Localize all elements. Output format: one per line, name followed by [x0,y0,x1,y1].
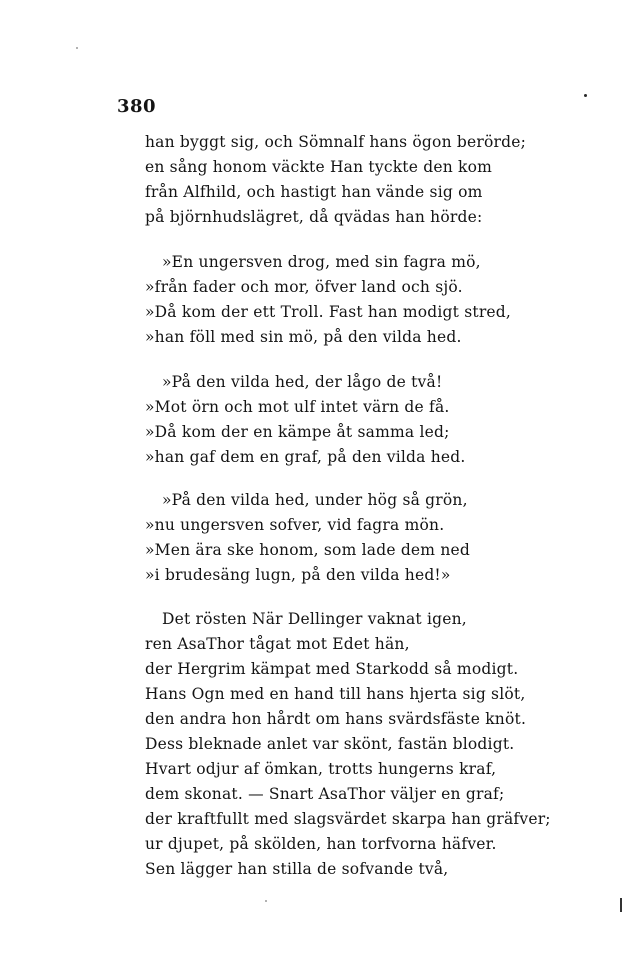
poem-line: »Då kom der ett Troll. Fast han modigt stred, [145,303,512,321]
poem-line: »På den vilda hed, under hög så grön, [162,491,468,509]
poem-line: »han föll med sin mö, på den vilda hed. [145,328,462,346]
poem-line: en sång honom väckte Han tyckte den kom [145,158,493,176]
page-edge-mark [620,898,622,912]
poem-line: Sen lägger han stilla de sofvande två, [145,860,449,878]
poem-line: »En ungersven drog, med sin fagra mö, [162,253,481,271]
poem-line: »nu ungersven sofver, vid fagra mön. [145,516,445,534]
poem-line: från Alfhild, och hastigt han vände sig om [145,183,483,201]
poem-line: ur djupet, på skölden, han torfvorna häfver. [145,835,497,853]
poem-line: Det rösten När Dellinger vaknat igen, [162,610,467,628]
poem-line: ren AsaThor tågat mot Edet hän, [145,635,410,653]
poem-line: Dess bleknade anlet var skönt, fastän blodigt. [145,735,515,753]
poem-line: på björnhudslägret, då qvädas han hörde: [145,208,483,226]
poem-line: Hvart odjur af ömkan, trotts hungerns kraf, [145,760,497,778]
page-number: 380 [117,96,157,117]
scan-speck [584,94,587,97]
poem-line: »Då kom der en kämpe åt samma led; [145,423,450,441]
poem-line: der Hergrim kämpat med Starkodd så modigt. [145,660,519,678]
poem-line: der kraftfullt med slagsvärdet skarpa han gräfver; [145,810,551,828]
poem-line: han byggt sig, och Sömnalf hans ögon berörde; [145,133,527,151]
poem-line: den andra hon hårdt om hans svärdsfäste knöt. [145,710,527,728]
poem-line: »från fader och mor, öfver land och sjö. [145,278,463,296]
poem-line: »i brudesäng lugn, på den vilda hed!» [145,566,451,584]
poem-line: Hans Ogn med en hand till hans hjerta sig slöt, [145,685,526,703]
poem-line: dem skonat. — Snart AsaThor väljer en graf; [145,785,505,803]
poem-line: »Men ära ske honom, som lade dem ned [145,541,471,559]
poem-line: »På den vilda hed, der lågo de två! [162,373,443,391]
scan-speck [265,900,267,902]
poem-line: »han gaf dem en graf, på den vilda hed. [145,448,466,466]
poem-line: »Mot örn och mot ulf intet värn de få. [145,398,450,416]
scan-speck [76,47,78,49]
